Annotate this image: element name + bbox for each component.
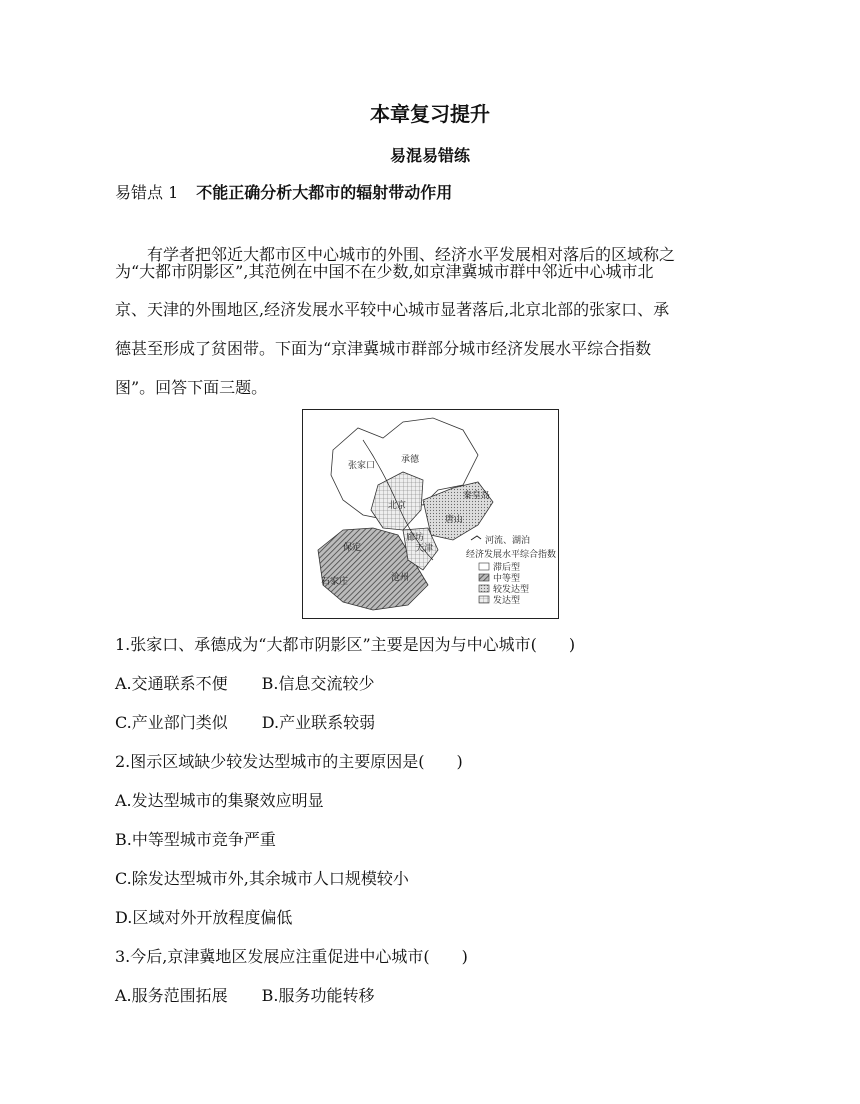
- question-stem: 1.张家口、承德成为“大都市阴影区”主要是因为与中心城市( ): [115, 635, 576, 654]
- map-figure: [303, 410, 558, 618]
- option-row: [115, 983, 375, 1006]
- map-label: 北京: [388, 501, 407, 511]
- map-label: 保定: [343, 543, 362, 553]
- map-label: 张家口: [348, 461, 376, 471]
- section-title: 不能正确分析大都市的辐射带动作用: [196, 183, 453, 202]
- map-label: 廊坊: [406, 533, 425, 543]
- option-row: [115, 671, 375, 694]
- legend-title: 经济发展水平综合指数: [466, 550, 557, 560]
- option-d[interactable]: D.产业联系较弱: [261, 713, 376, 732]
- option-a[interactable]: A.发达型城市的集聚效应明显: [115, 791, 324, 810]
- intro-line: 图”。回答下面三题。: [115, 378, 268, 397]
- map-label: 唐山: [445, 515, 464, 525]
- intro-line: 京、天津的外围地区,经济发展水平较中心城市显著落后,北京北部的张家口、承: [115, 300, 670, 319]
- map-label: 承德: [401, 455, 420, 465]
- option-b[interactable]: B.服务功能转移: [261, 986, 375, 1005]
- option-a[interactable]: A.交通联系不便: [115, 674, 228, 693]
- map-label: 天津: [415, 544, 434, 554]
- intro-line: 德甚至形成了贫困带。下面为“京津冀城市群部分城市经济发展水平综合指数: [115, 339, 652, 358]
- intro-line: 为“大都市阴影区”,其范例在中国不在少数,如京津冀城市群中邻近中心城市北: [115, 262, 654, 281]
- question-stem: 3.今后,京津冀地区发展应注重促进中心城市( ): [115, 947, 468, 966]
- legend-item: 较发达型: [493, 585, 530, 595]
- legend-item: 发达型: [493, 596, 521, 606]
- option-d[interactable]: D.区域对外开放程度偏低: [115, 908, 293, 927]
- intro-line: 有学者把邻近大都市区中心城市的外围、经济水平发展相对落后的区域称之: [147, 245, 676, 264]
- option-b[interactable]: B.中等型城市竞争严重: [115, 830, 276, 849]
- page-subtitle: 易混易错练: [389, 146, 470, 165]
- section-number: 易错点 1: [115, 183, 179, 202]
- map-label: 秦皇岛: [463, 491, 491, 501]
- question-stem: 2.图示区域缺少较发达型城市的主要原因是( ): [115, 752, 463, 771]
- page-title: 本章复习提升: [370, 102, 490, 126]
- option-c[interactable]: C.产业部门类似: [115, 713, 228, 732]
- legend-river: 河流、湖泊: [485, 536, 531, 546]
- option-c[interactable]: C.除发达型城市外,其余城市人口规模较小: [115, 869, 409, 888]
- map-label: 沧州: [391, 573, 410, 583]
- economic-index-map: [302, 409, 559, 619]
- option-a[interactable]: A.服务范围拓展: [115, 986, 228, 1005]
- map-label: 石家庄: [321, 577, 349, 587]
- option-b[interactable]: B.信息交流较少: [261, 674, 375, 693]
- legend-item: 滞后型: [493, 563, 521, 573]
- option-row: [115, 710, 375, 733]
- section-heading: [115, 180, 452, 203]
- legend-item: 中等型: [493, 574, 521, 584]
